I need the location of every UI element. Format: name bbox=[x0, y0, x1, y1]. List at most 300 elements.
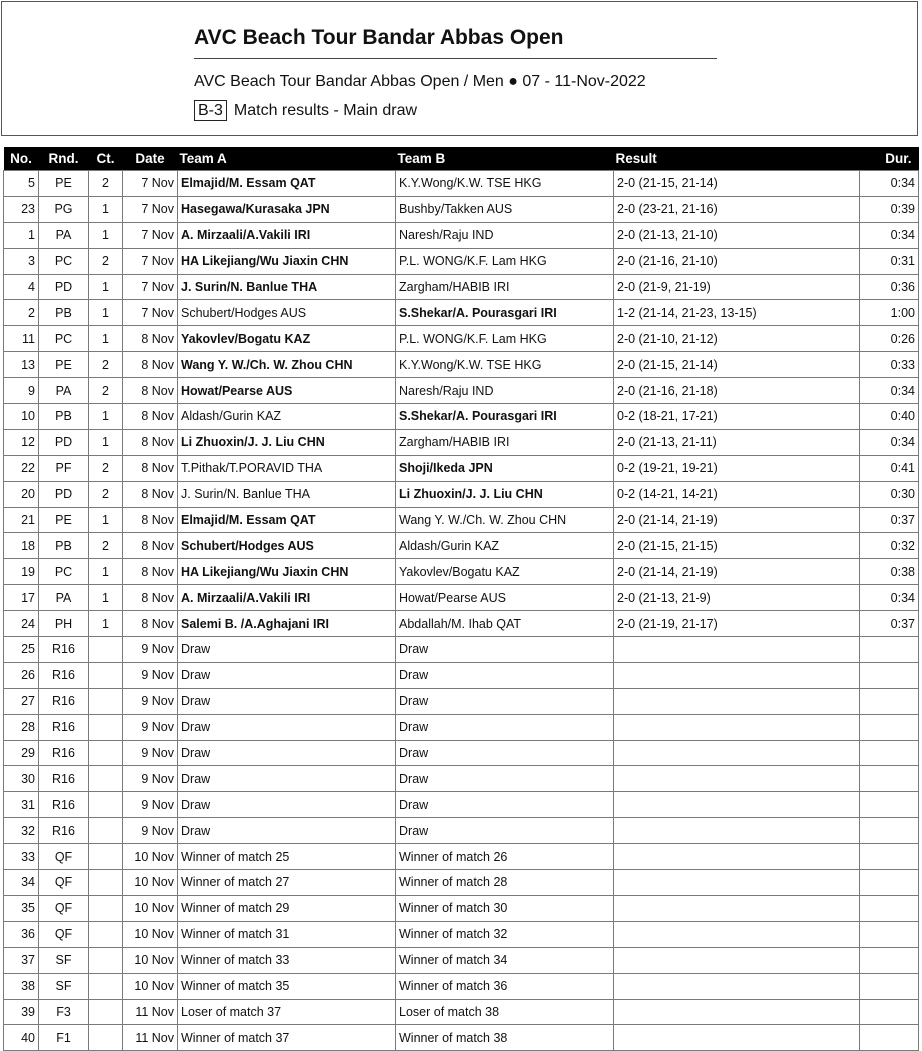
cell-result: 2-0 (21-9, 21-19) bbox=[614, 274, 860, 300]
table-row bbox=[4, 533, 919, 559]
cell-team-a: Winner of match 27 bbox=[178, 870, 396, 896]
cell-result: 2-0 (21-13, 21-10) bbox=[614, 222, 860, 248]
cell-team-a: Li Zhuoxin/J. J. Liu CHN bbox=[178, 429, 396, 455]
cell-result: 2-0 (21-16, 21-18) bbox=[614, 378, 860, 404]
cell-team-b: Winner of match 38 bbox=[396, 1025, 614, 1051]
cell-team-a: Aldash/Gurin KAZ bbox=[178, 404, 396, 430]
cell-duration: 0:37 bbox=[860, 611, 919, 637]
cell-round: PD bbox=[39, 274, 89, 300]
cell-result bbox=[614, 637, 860, 663]
cell-result: 2-0 (21-15, 21-14) bbox=[614, 171, 860, 197]
cell-team-a: Draw bbox=[178, 818, 396, 844]
cell-result bbox=[614, 895, 860, 921]
cell-result: 2-0 (21-14, 21-19) bbox=[614, 559, 860, 585]
cell-duration: 0:34 bbox=[860, 585, 919, 611]
cell-round: PD bbox=[39, 429, 89, 455]
cell-result bbox=[614, 766, 860, 792]
cell-duration bbox=[860, 766, 919, 792]
cell-date: 10 Nov bbox=[123, 921, 178, 947]
cell-team-b: Winner of match 36 bbox=[396, 973, 614, 999]
cell-team-a: Elmajid/M. Essam QAT bbox=[178, 507, 396, 533]
cell-match-no: 20 bbox=[4, 481, 39, 507]
column-header-result: Result bbox=[614, 147, 860, 171]
cell-team-a: Elmajid/M. Essam QAT bbox=[178, 171, 396, 197]
document-title: Match results - Main draw bbox=[233, 101, 418, 119]
cell-court: 1 bbox=[89, 611, 123, 637]
cell-team-b: Draw bbox=[396, 766, 614, 792]
table-row bbox=[4, 274, 919, 300]
cell-duration: 0:36 bbox=[860, 274, 919, 300]
table-row bbox=[4, 507, 919, 533]
cell-team-a: Schubert/Hodges AUS bbox=[178, 533, 396, 559]
cell-team-b: Aldash/Gurin KAZ bbox=[396, 533, 614, 559]
cell-court: 2 bbox=[89, 533, 123, 559]
cell-team-b: Draw bbox=[396, 792, 614, 818]
cell-team-a: Draw bbox=[178, 662, 396, 688]
table-row bbox=[4, 921, 919, 947]
document-code-badge: B-3 bbox=[194, 100, 227, 121]
cell-match-no: 33 bbox=[4, 844, 39, 870]
cell-match-no: 31 bbox=[4, 792, 39, 818]
table-row bbox=[4, 481, 919, 507]
cell-team-b: Naresh/Raju IND bbox=[396, 222, 614, 248]
cell-round: R16 bbox=[39, 714, 89, 740]
cell-match-no: 36 bbox=[4, 921, 39, 947]
cell-team-b: Shoji/Ikeda JPN bbox=[396, 455, 614, 481]
table-row bbox=[4, 585, 919, 611]
table-row bbox=[4, 792, 919, 818]
cell-match-no: 17 bbox=[4, 585, 39, 611]
cell-date: 8 Nov bbox=[123, 611, 178, 637]
cell-match-no: 18 bbox=[4, 533, 39, 559]
cell-result: 2-0 (21-15, 21-14) bbox=[614, 352, 860, 378]
page-title: AVC Beach Tour Bandar Abbas Open bbox=[194, 26, 564, 49]
cell-round: PA bbox=[39, 222, 89, 248]
cell-team-b: S.Shekar/A. Pourasgari IRI bbox=[396, 300, 614, 326]
cell-date: 8 Nov bbox=[123, 429, 178, 455]
cell-round: R16 bbox=[39, 637, 89, 663]
cell-team-a: Loser of match 37 bbox=[178, 999, 396, 1025]
cell-date: 9 Nov bbox=[123, 688, 178, 714]
cell-date: 9 Nov bbox=[123, 766, 178, 792]
cell-team-a: J. Surin/N. Banlue THA bbox=[178, 481, 396, 507]
cell-court: 2 bbox=[89, 248, 123, 274]
cell-court bbox=[89, 818, 123, 844]
cell-date: 8 Nov bbox=[123, 378, 178, 404]
cell-date: 10 Nov bbox=[123, 844, 178, 870]
cell-team-b: Winner of match 34 bbox=[396, 947, 614, 973]
cell-round: PF bbox=[39, 455, 89, 481]
cell-match-no: 32 bbox=[4, 818, 39, 844]
cell-result bbox=[614, 999, 860, 1025]
cell-court bbox=[89, 870, 123, 896]
cell-result: 2-0 (21-16, 21-10) bbox=[614, 248, 860, 274]
cell-date: 11 Nov bbox=[123, 999, 178, 1025]
cell-court bbox=[89, 637, 123, 663]
cell-duration: 0:34 bbox=[860, 222, 919, 248]
cell-round: QF bbox=[39, 895, 89, 921]
cell-team-b: P.L. WONG/K.F. Lam HKG bbox=[396, 326, 614, 352]
cell-match-no: 11 bbox=[4, 326, 39, 352]
cell-court bbox=[89, 844, 123, 870]
cell-court: 1 bbox=[89, 196, 123, 222]
column-header-court: Ct. bbox=[89, 147, 123, 171]
cell-round: SF bbox=[39, 973, 89, 999]
cell-court: 1 bbox=[89, 326, 123, 352]
cell-team-b: Draw bbox=[396, 662, 614, 688]
cell-match-no: 28 bbox=[4, 714, 39, 740]
cell-result bbox=[614, 973, 860, 999]
cell-date: 7 Nov bbox=[123, 248, 178, 274]
cell-duration bbox=[860, 921, 919, 947]
cell-date: 9 Nov bbox=[123, 662, 178, 688]
column-header-team-a: Team A bbox=[178, 147, 396, 171]
cell-date: 9 Nov bbox=[123, 818, 178, 844]
cell-round: PE bbox=[39, 171, 89, 197]
cell-date: 8 Nov bbox=[123, 404, 178, 430]
header-box bbox=[1, 1, 918, 136]
cell-duration bbox=[860, 662, 919, 688]
cell-team-a: Wang Y. W./Ch. W. Zhou CHN bbox=[178, 352, 396, 378]
cell-team-a: Winner of match 35 bbox=[178, 973, 396, 999]
cell-duration bbox=[860, 844, 919, 870]
table-row bbox=[4, 714, 919, 740]
cell-team-a: Winner of match 33 bbox=[178, 947, 396, 973]
cell-round: PC bbox=[39, 559, 89, 585]
cell-court: 1 bbox=[89, 222, 123, 248]
cell-match-no: 4 bbox=[4, 274, 39, 300]
cell-result bbox=[614, 947, 860, 973]
cell-court bbox=[89, 766, 123, 792]
cell-duration: 0:34 bbox=[860, 171, 919, 197]
table-row bbox=[4, 611, 919, 637]
cell-result: 0-2 (14-21, 14-21) bbox=[614, 481, 860, 507]
cell-match-no: 27 bbox=[4, 688, 39, 714]
event-subtitle: AVC Beach Tour Bandar Abbas Open / Men ● 07 - 11-Nov-2022 bbox=[194, 73, 646, 90]
cell-date: 7 Nov bbox=[123, 274, 178, 300]
cell-round: R16 bbox=[39, 688, 89, 714]
cell-team-a: Draw bbox=[178, 637, 396, 663]
cell-result bbox=[614, 662, 860, 688]
cell-duration: 0:34 bbox=[860, 429, 919, 455]
cell-result: 2-0 (21-15, 21-15) bbox=[614, 533, 860, 559]
cell-team-a: Hasegawa/Kurasaka JPN bbox=[178, 196, 396, 222]
cell-match-no: 1 bbox=[4, 222, 39, 248]
table-body bbox=[4, 171, 919, 1051]
table-row bbox=[4, 870, 919, 896]
cell-team-b: Draw bbox=[396, 637, 614, 663]
cell-duration bbox=[860, 895, 919, 921]
cell-round: R16 bbox=[39, 740, 89, 766]
table-row bbox=[4, 662, 919, 688]
table-row bbox=[4, 352, 919, 378]
cell-match-no: 19 bbox=[4, 559, 39, 585]
table-row bbox=[4, 637, 919, 663]
cell-team-b: Draw bbox=[396, 740, 614, 766]
cell-team-b: Draw bbox=[396, 818, 614, 844]
cell-duration: 0:40 bbox=[860, 404, 919, 430]
cell-date: 8 Nov bbox=[123, 326, 178, 352]
cell-court bbox=[89, 792, 123, 818]
table-row bbox=[4, 766, 919, 792]
cell-date: 8 Nov bbox=[123, 559, 178, 585]
table-row bbox=[4, 404, 919, 430]
cell-match-no: 35 bbox=[4, 895, 39, 921]
cell-date: 10 Nov bbox=[123, 947, 178, 973]
column-header-date: Date bbox=[123, 147, 178, 171]
cell-team-b: Winner of match 32 bbox=[396, 921, 614, 947]
cell-court bbox=[89, 1025, 123, 1051]
cell-result: 2-0 (21-13, 21-11) bbox=[614, 429, 860, 455]
cell-team-a: HA Likejiang/Wu Jiaxin CHN bbox=[178, 559, 396, 585]
table-row bbox=[4, 844, 919, 870]
cell-team-a: Winner of match 25 bbox=[178, 844, 396, 870]
cell-court bbox=[89, 947, 123, 973]
cell-round: PH bbox=[39, 611, 89, 637]
cell-round: PB bbox=[39, 404, 89, 430]
cell-match-no: 10 bbox=[4, 404, 39, 430]
cell-court: 1 bbox=[89, 404, 123, 430]
cell-match-no: 12 bbox=[4, 429, 39, 455]
table-row bbox=[4, 999, 919, 1025]
cell-result bbox=[614, 714, 860, 740]
cell-team-a: Winner of match 29 bbox=[178, 895, 396, 921]
cell-duration: 1:00 bbox=[860, 300, 919, 326]
cell-duration: 0:38 bbox=[860, 559, 919, 585]
cell-match-no: 25 bbox=[4, 637, 39, 663]
cell-duration bbox=[860, 870, 919, 896]
table-row bbox=[4, 300, 919, 326]
cell-round: R16 bbox=[39, 792, 89, 818]
cell-round: QF bbox=[39, 921, 89, 947]
table-header-row bbox=[4, 147, 919, 171]
cell-match-no: 29 bbox=[4, 740, 39, 766]
cell-round: R16 bbox=[39, 818, 89, 844]
cell-duration: 0:26 bbox=[860, 326, 919, 352]
cell-court bbox=[89, 688, 123, 714]
cell-result bbox=[614, 792, 860, 818]
cell-court: 2 bbox=[89, 171, 123, 197]
cell-result bbox=[614, 740, 860, 766]
cell-round: QF bbox=[39, 844, 89, 870]
table-row bbox=[4, 222, 919, 248]
cell-court bbox=[89, 973, 123, 999]
cell-result: 1-2 (21-14, 21-23, 13-15) bbox=[614, 300, 860, 326]
cell-duration bbox=[860, 818, 919, 844]
cell-round: PG bbox=[39, 196, 89, 222]
table-row bbox=[4, 326, 919, 352]
cell-team-a: Draw bbox=[178, 766, 396, 792]
cell-match-no: 40 bbox=[4, 1025, 39, 1051]
cell-team-a: Yakovlev/Bogatu KAZ bbox=[178, 326, 396, 352]
cell-duration: 0:31 bbox=[860, 248, 919, 274]
cell-duration: 0:41 bbox=[860, 455, 919, 481]
cell-team-a: Salemi B. /A.Aghajani IRI bbox=[178, 611, 396, 637]
cell-date: 11 Nov bbox=[123, 1025, 178, 1051]
cell-match-no: 30 bbox=[4, 766, 39, 792]
cell-duration: 0:37 bbox=[860, 507, 919, 533]
cell-match-no: 22 bbox=[4, 455, 39, 481]
cell-round: PD bbox=[39, 481, 89, 507]
cell-team-b: Howat/Pearse AUS bbox=[396, 585, 614, 611]
cell-round: QF bbox=[39, 870, 89, 896]
cell-team-b: S.Shekar/A. Pourasgari IRI bbox=[396, 404, 614, 430]
cell-court: 2 bbox=[89, 352, 123, 378]
cell-duration: 0:32 bbox=[860, 533, 919, 559]
column-header-round: Rnd. bbox=[39, 147, 89, 171]
cell-result: 2-0 (21-19, 21-17) bbox=[614, 611, 860, 637]
cell-match-no: 2 bbox=[4, 300, 39, 326]
column-header-duration: Dur. bbox=[860, 147, 919, 171]
cell-round: R16 bbox=[39, 766, 89, 792]
cell-team-b: Li Zhuoxin/J. J. Liu CHN bbox=[396, 481, 614, 507]
cell-result bbox=[614, 870, 860, 896]
cell-team-b: Loser of match 38 bbox=[396, 999, 614, 1025]
cell-court: 1 bbox=[89, 274, 123, 300]
cell-match-no: 24 bbox=[4, 611, 39, 637]
cell-result bbox=[614, 1025, 860, 1051]
table-row bbox=[4, 688, 919, 714]
table-row bbox=[4, 895, 919, 921]
cell-team-b: Zargham/HABIB IRI bbox=[396, 429, 614, 455]
table-row bbox=[4, 947, 919, 973]
cell-duration bbox=[860, 637, 919, 663]
cell-match-no: 39 bbox=[4, 999, 39, 1025]
match-results-table bbox=[3, 147, 919, 1051]
cell-match-no: 13 bbox=[4, 352, 39, 378]
cell-duration bbox=[860, 999, 919, 1025]
cell-team-a: Winner of match 37 bbox=[178, 1025, 396, 1051]
cell-team-b: K.Y.Wong/K.W. TSE HKG bbox=[396, 352, 614, 378]
cell-team-b: Naresh/Raju IND bbox=[396, 378, 614, 404]
document-line bbox=[194, 100, 417, 121]
cell-duration: 0:34 bbox=[860, 378, 919, 404]
table-row bbox=[4, 818, 919, 844]
cell-round: F1 bbox=[39, 1025, 89, 1051]
cell-date: 8 Nov bbox=[123, 585, 178, 611]
title-divider bbox=[194, 58, 717, 59]
cell-team-a: Draw bbox=[178, 714, 396, 740]
cell-match-no: 37 bbox=[4, 947, 39, 973]
cell-round: SF bbox=[39, 947, 89, 973]
table-row bbox=[4, 1025, 919, 1051]
cell-court bbox=[89, 740, 123, 766]
cell-round: PE bbox=[39, 507, 89, 533]
cell-team-a: Winner of match 31 bbox=[178, 921, 396, 947]
cell-court: 1 bbox=[89, 585, 123, 611]
column-header-team-b: Team B bbox=[396, 147, 614, 171]
cell-duration bbox=[860, 973, 919, 999]
cell-court bbox=[89, 714, 123, 740]
cell-date: 7 Nov bbox=[123, 171, 178, 197]
cell-team-a: Draw bbox=[178, 688, 396, 714]
cell-result: 2-0 (21-10, 21-12) bbox=[614, 326, 860, 352]
cell-result: 2-0 (21-14, 21-19) bbox=[614, 507, 860, 533]
cell-match-no: 21 bbox=[4, 507, 39, 533]
cell-duration: 0:30 bbox=[860, 481, 919, 507]
cell-date: 10 Nov bbox=[123, 895, 178, 921]
cell-date: 8 Nov bbox=[123, 481, 178, 507]
cell-date: 9 Nov bbox=[123, 637, 178, 663]
cell-match-no: 34 bbox=[4, 870, 39, 896]
cell-date: 10 Nov bbox=[123, 973, 178, 999]
cell-match-no: 3 bbox=[4, 248, 39, 274]
cell-court: 2 bbox=[89, 481, 123, 507]
cell-date: 9 Nov bbox=[123, 792, 178, 818]
cell-date: 10 Nov bbox=[123, 870, 178, 896]
cell-date: 9 Nov bbox=[123, 740, 178, 766]
cell-result: 2-0 (21-13, 21-9) bbox=[614, 585, 860, 611]
cell-result: 0-2 (19-21, 19-21) bbox=[614, 455, 860, 481]
cell-team-b: P.L. WONG/K.F. Lam HKG bbox=[396, 248, 614, 274]
table-row bbox=[4, 196, 919, 222]
cell-date: 7 Nov bbox=[123, 196, 178, 222]
cell-match-no: 9 bbox=[4, 378, 39, 404]
cell-round: PB bbox=[39, 533, 89, 559]
cell-match-no: 5 bbox=[4, 171, 39, 197]
cell-date: 8 Nov bbox=[123, 455, 178, 481]
cell-duration bbox=[860, 792, 919, 818]
cell-court bbox=[89, 999, 123, 1025]
cell-team-b: Winner of match 30 bbox=[396, 895, 614, 921]
cell-team-b: Yakovlev/Bogatu KAZ bbox=[396, 559, 614, 585]
cell-court: 1 bbox=[89, 507, 123, 533]
cell-date: 8 Nov bbox=[123, 533, 178, 559]
table-row bbox=[4, 378, 919, 404]
cell-court bbox=[89, 662, 123, 688]
table-row bbox=[4, 455, 919, 481]
cell-team-b: Wang Y. W./Ch. W. Zhou CHN bbox=[396, 507, 614, 533]
cell-round: PE bbox=[39, 352, 89, 378]
cell-duration bbox=[860, 947, 919, 973]
cell-duration: 0:39 bbox=[860, 196, 919, 222]
cell-duration bbox=[860, 740, 919, 766]
cell-court: 1 bbox=[89, 429, 123, 455]
cell-result bbox=[614, 844, 860, 870]
cell-team-a: HA Likejiang/Wu Jiaxin CHN bbox=[178, 248, 396, 274]
cell-team-a: A. Mirzaali/A.Vakili IRI bbox=[178, 585, 396, 611]
cell-duration: 0:33 bbox=[860, 352, 919, 378]
cell-team-b: K.Y.Wong/K.W. TSE HKG bbox=[396, 171, 614, 197]
cell-date: 9 Nov bbox=[123, 714, 178, 740]
cell-duration bbox=[860, 714, 919, 740]
cell-round: PA bbox=[39, 378, 89, 404]
cell-result bbox=[614, 688, 860, 714]
cell-round: F3 bbox=[39, 999, 89, 1025]
cell-court: 1 bbox=[89, 300, 123, 326]
cell-team-a: Schubert/Hodges AUS bbox=[178, 300, 396, 326]
cell-court: 2 bbox=[89, 378, 123, 404]
cell-team-a: Howat/Pearse AUS bbox=[178, 378, 396, 404]
cell-result: 0-2 (18-21, 17-21) bbox=[614, 404, 860, 430]
cell-court: 1 bbox=[89, 559, 123, 585]
cell-date: 8 Nov bbox=[123, 352, 178, 378]
cell-court bbox=[89, 895, 123, 921]
cell-team-b: Abdallah/M. Ihab QAT bbox=[396, 611, 614, 637]
cell-round: R16 bbox=[39, 662, 89, 688]
cell-team-a: J. Surin/N. Banlue THA bbox=[178, 274, 396, 300]
cell-round: PC bbox=[39, 248, 89, 274]
cell-team-b: Draw bbox=[396, 688, 614, 714]
cell-round: PB bbox=[39, 300, 89, 326]
table-row bbox=[4, 248, 919, 274]
cell-team-a: A. Mirzaali/A.Vakili IRI bbox=[178, 222, 396, 248]
cell-team-b: Winner of match 28 bbox=[396, 870, 614, 896]
cell-team-b: Winner of match 26 bbox=[396, 844, 614, 870]
cell-team-a: Draw bbox=[178, 792, 396, 818]
cell-date: 7 Nov bbox=[123, 300, 178, 326]
cell-team-b: Zargham/HABIB IRI bbox=[396, 274, 614, 300]
